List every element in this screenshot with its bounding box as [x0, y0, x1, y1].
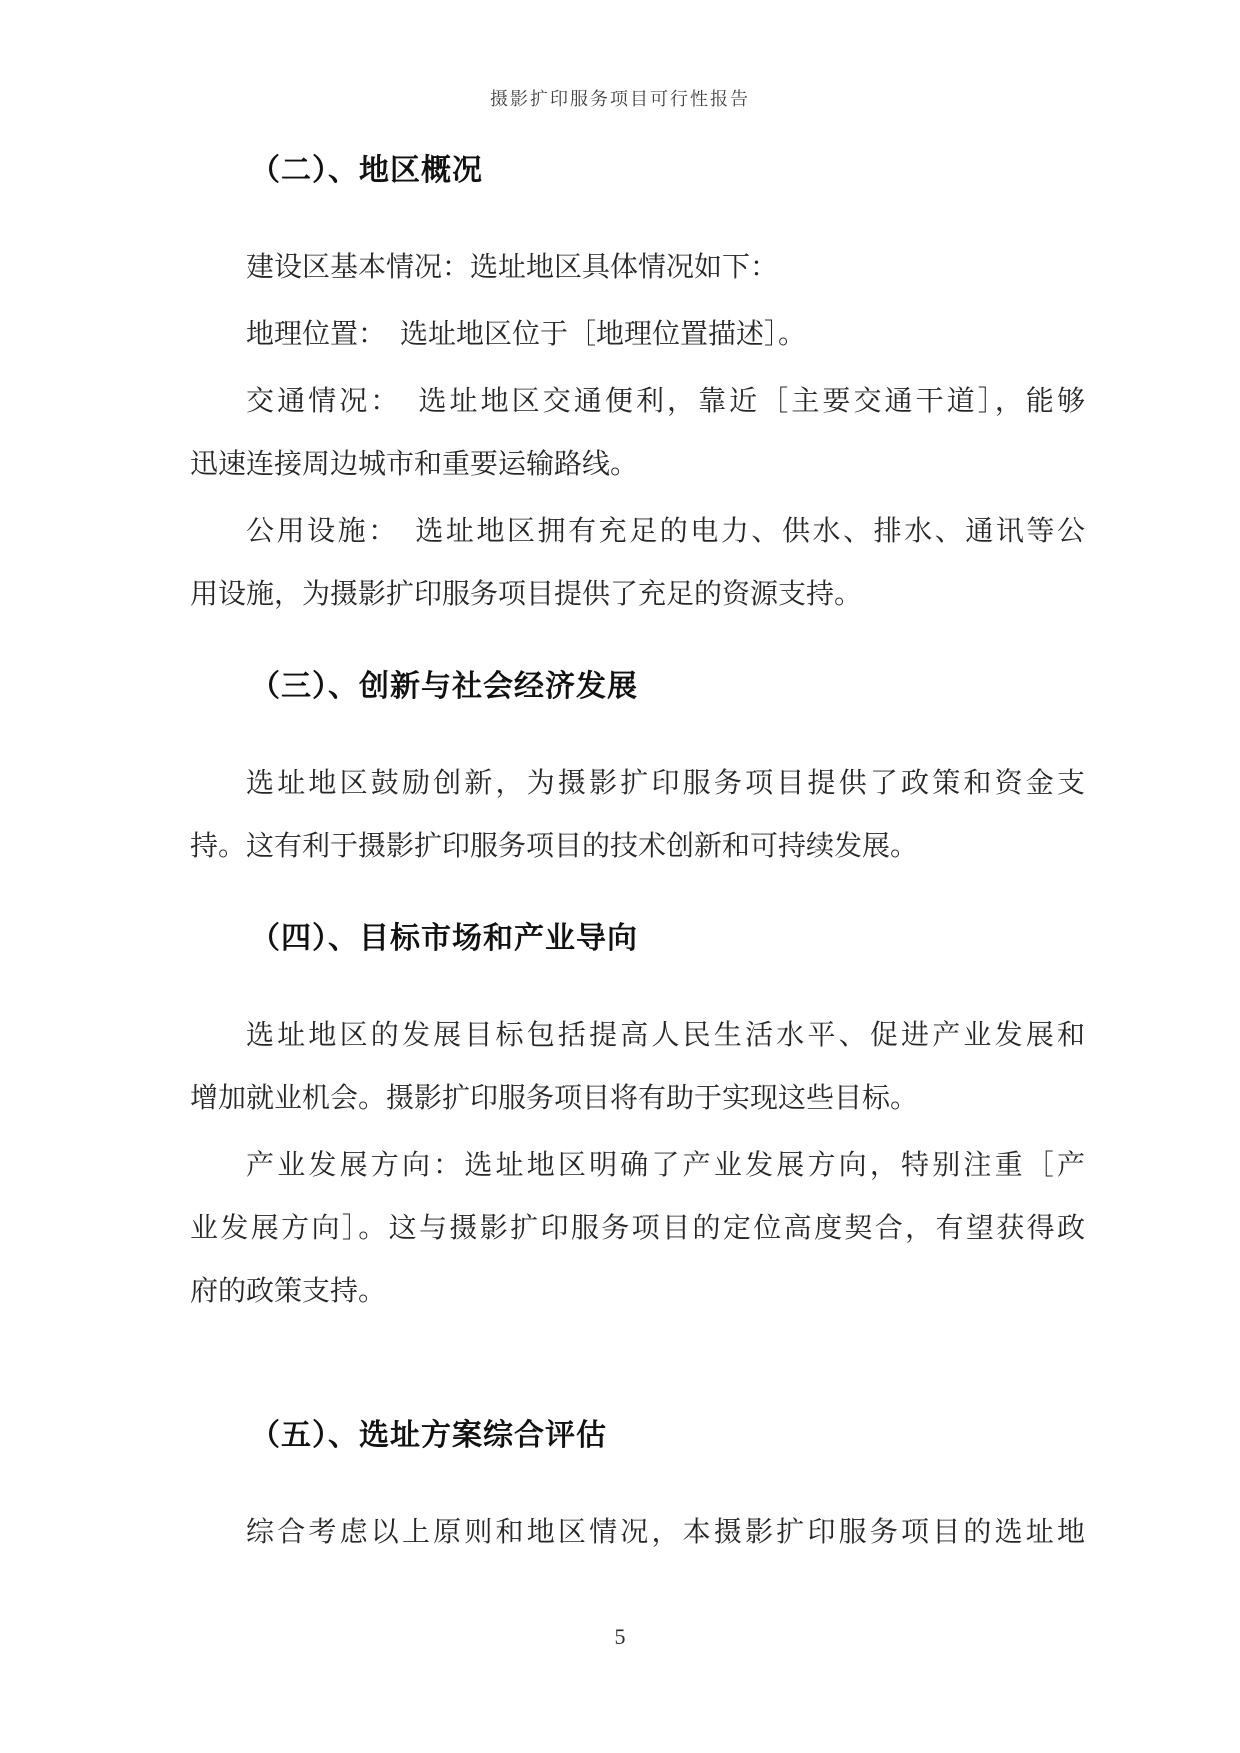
section-site-evaluation: [190, 1415, 1085, 1564]
text-line: 增加就业机会。摄影扩印服务项目将有助于实现这些目标。: [190, 1083, 919, 1114]
text-line: 用设施，为摄影扩印服务项目提供了充足的资源支持。: [190, 579, 863, 610]
paragraph: [190, 236, 1085, 299]
text-line: 持。这有利于摄影扩印服务项目的技术创新和可持续发展。: [190, 831, 919, 862]
page-number: 5: [614, 1624, 626, 1649]
section-heading: （五）、选址方案综合评估: [250, 1419, 607, 1452]
paragraph: [190, 1501, 1085, 1564]
paragraph: [190, 1004, 1085, 1130]
text-line: 交通情况： 选址地区交通便利，靠近［主要交通干道］，能够: [246, 386, 1085, 417]
document-body: [190, 150, 1085, 1564]
paragraph: [190, 1134, 1085, 1323]
document-header-title: 摄影扩印服务项目可行性报告: [490, 89, 750, 109]
text-line: 公用设施： 选址地区拥有充足的电力、供水、排水、通讯等公: [246, 516, 1085, 547]
text-line: 产业发展方向：选址地区明确了产业发展方向，特别注重［产: [246, 1150, 1085, 1181]
text-line: 业发展方向］。这与摄影扩印服务项目的定位高度契合，有望获得政: [190, 1213, 1085, 1244]
text-line: 选址地区的发展目标包括提高人民生活水平、促进产业发展和: [246, 1020, 1085, 1051]
text-line: 综合考虑以上原则和地区情况，本摄影扩印服务项目的选址地: [246, 1517, 1085, 1548]
paragraph: [190, 752, 1085, 878]
section-heading: （四）、目标市场和产业导向: [250, 922, 638, 955]
section-target-market: [190, 918, 1085, 1323]
paragraph: [190, 303, 1085, 366]
section-region-overview: [190, 150, 1085, 626]
text-line: 地理位置： 选址地区位于［地理位置描述］。: [246, 319, 807, 350]
text-line: 迅速连接周边城市和重要运输路线。: [190, 449, 639, 480]
paragraph: [190, 500, 1085, 626]
section-innovation-economy: [190, 666, 1085, 878]
paragraph: [190, 370, 1085, 496]
text-line: 建设区基本情况：选址地区具体情况如下：: [246, 252, 779, 283]
text-line: 府的政策支持。: [190, 1276, 387, 1307]
section-heading: （三）、创新与社会经济发展: [250, 670, 638, 703]
section-heading: （二）、地区概况: [250, 154, 483, 187]
text-line: 选址地区鼓励创新，为摄影扩印服务项目提供了政策和资金支: [246, 768, 1085, 799]
